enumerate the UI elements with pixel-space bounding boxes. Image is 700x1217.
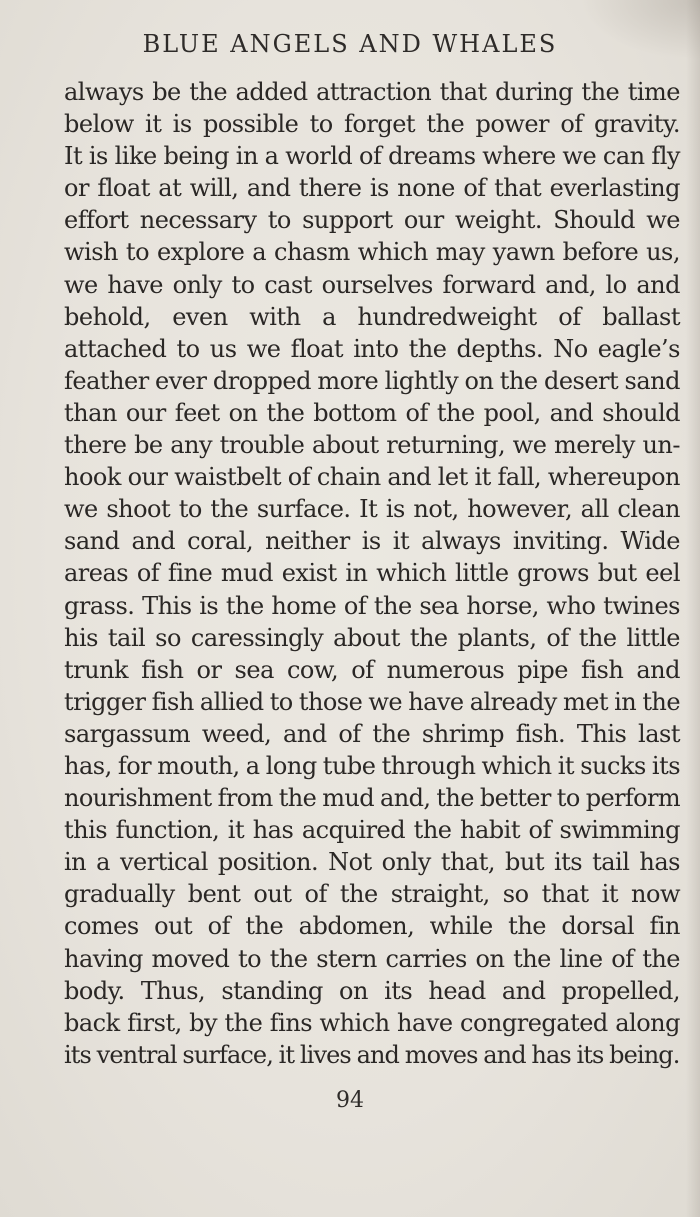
text-line: sargassum weed, and of the shrimp fish. This last bbox=[64, 719, 680, 748]
text-line: wish to explore a chasm which may yawn before us, bbox=[64, 238, 680, 267]
text-line: back first, by the fins which have congregated along bbox=[64, 1008, 680, 1037]
running-head: BLUE ANGELS AND WHALES bbox=[142, 30, 558, 58]
text-line: feather ever dropped more lightly on the desert sand bbox=[64, 366, 680, 395]
text-line: his tail so caressingly about the plants, of the little bbox=[64, 623, 680, 652]
text-line: behold, even with a hundredweight of ballast bbox=[64, 302, 680, 331]
page-number: 94 bbox=[336, 1088, 364, 1113]
text-line: we have only to cast ourselves forward and, lo and bbox=[64, 270, 680, 299]
text-line: always be the added attraction that during the time bbox=[64, 78, 680, 106]
text-line: than our feet on the bottom of the pool, and should bbox=[64, 398, 680, 427]
text-line: trunk fish or sea cow, of numerous pipe fish and bbox=[64, 655, 680, 684]
text-line: It is like being in a world of dreams where we can fly bbox=[64, 142, 680, 171]
text-line: effort necessary to support our weight. Should we bbox=[64, 206, 680, 235]
text-line: we shoot to the surface. It is not, however, all clean bbox=[64, 495, 680, 524]
text-line: grass. This is the home of the sea horse, who twines bbox=[64, 591, 680, 620]
text-line: its ventral surface, it lives and moves and has its being. bbox=[64, 1040, 680, 1069]
text-line: comes out of the abdomen, while the dorsal fin bbox=[64, 912, 680, 941]
text-line: body. Thus, standing on its head and propelled, bbox=[64, 976, 680, 1005]
body-text bbox=[64, 76, 680, 1071]
text-line: having moved to the stern carries on the line of the bbox=[64, 944, 680, 973]
text-line: there be any trouble about returning, we merely un- bbox=[64, 431, 680, 460]
page-edge-shadow bbox=[686, 0, 700, 1217]
text-line: nourishment from the mud and, the better to perform bbox=[64, 784, 680, 813]
text-line: in a vertical position. Not only that, but its tail has bbox=[64, 848, 680, 877]
text-line: or float at will, and there is none of that everlasting bbox=[64, 174, 680, 203]
text-line: hook our waistbelt of chain and let it fall, whereupon bbox=[64, 463, 680, 492]
text-line: sand and coral, neither is it always inviting. Wide bbox=[64, 527, 680, 556]
text-line: areas of fine mud exist in which little grows but eel bbox=[64, 559, 680, 588]
text-line: gradually bent out of the straight, so that it now bbox=[64, 880, 680, 909]
text-line: this function, it has acquired the habit of swimming bbox=[64, 816, 680, 845]
text-line: attached to us we float into the depths. No eagle’s bbox=[64, 334, 680, 363]
text-line: below it is possible to forget the power of gravity. bbox=[64, 110, 680, 139]
text-line: trigger fish allied to those we have already met in the bbox=[64, 687, 680, 716]
text-line: has, for mouth, a long tube through which it sucks its bbox=[64, 751, 681, 780]
